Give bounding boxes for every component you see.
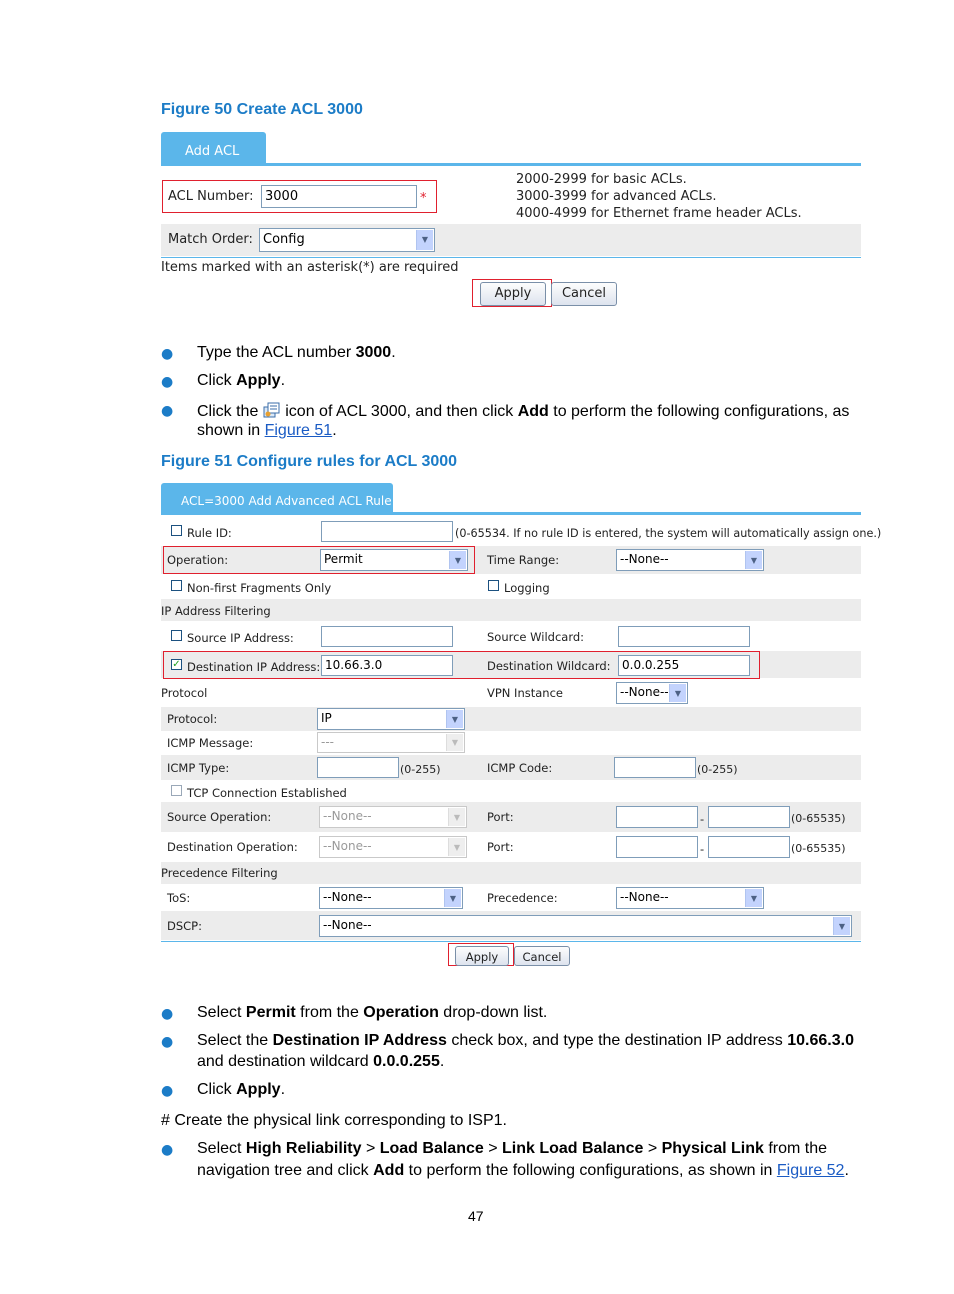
- acl-number-input[interactable]: 3000: [261, 185, 417, 208]
- source-port-label: Port:: [487, 810, 514, 824]
- logging-label: Logging: [504, 581, 550, 595]
- bullet-dot: ●: [161, 1034, 174, 1050]
- tos-select[interactable]: [319, 887, 463, 909]
- non-first-fragments-label: Non-first Fragments Only: [187, 581, 332, 595]
- bullet-dot: ●: [161, 1083, 174, 1099]
- match-order-value: Config: [263, 232, 305, 247]
- bullet-dot: ●: [161, 1142, 174, 1158]
- destination-operation-label: Destination Operation:: [167, 840, 298, 854]
- icmp-message-label: ICMP Message:: [167, 736, 254, 750]
- icmp-code-label: ICMP Code:: [487, 761, 553, 775]
- figure-51-link[interactable]: Figure 51: [264, 422, 333, 439]
- bullet-dot: ●: [161, 403, 174, 419]
- source-ip-label: Source IP Address:: [187, 631, 294, 645]
- chevron-down-icon: ▼: [446, 710, 463, 728]
- step-navigation: Select High Reliability > Load Balance > Link Load Balance > Physical Link from the: [197, 1140, 828, 1157]
- ip-filtering-section: IP Address Filtering: [161, 604, 271, 618]
- tcp-established-checkbox[interactable]: [171, 785, 182, 796]
- form-bottom-rule: [161, 941, 861, 942]
- rule-id-label: Rule ID:: [187, 526, 232, 540]
- form-bottom-rule: [161, 257, 861, 258]
- precedence-filtering-section: Precedence Filtering: [161, 866, 278, 880]
- precedence-value: --None--: [620, 890, 669, 904]
- step-click-apply-2: Click Apply.: [197, 1081, 286, 1098]
- tos-value: --None--: [323, 890, 372, 904]
- source-operation-label: Source Operation:: [167, 810, 272, 824]
- acl-number-label: ACL Number:: [168, 189, 254, 204]
- destination-port-start-input[interactable]: [616, 836, 698, 858]
- icmp-type-label: ICMP Type:: [167, 761, 230, 775]
- protocol-section: Protocol: [161, 686, 208, 700]
- source-port-start-input[interactable]: [616, 806, 698, 828]
- operation-select[interactable]: [320, 549, 468, 571]
- required-asterisk: *: [420, 191, 427, 206]
- chevron-down-icon: ▼: [745, 551, 762, 569]
- source-wildcard-input[interactable]: [618, 626, 750, 647]
- operation-value: Permit: [324, 552, 363, 566]
- destination-port-dash: -: [700, 842, 705, 856]
- source-wildcard-label: Source Wildcard:: [487, 630, 585, 644]
- icmp-type-range: (0-255): [400, 763, 441, 776]
- chevron-down-icon: ▼: [416, 230, 433, 250]
- step-click-icon: Click the icon of ACL 3000, and then click Add to perform the following configurations, as: [197, 403, 850, 420]
- destination-wildcard-label: Destination Wildcard:: [487, 659, 611, 673]
- chevron-down-icon: ▼: [448, 808, 465, 826]
- destination-port-label: Port:: [487, 840, 514, 854]
- source-port-end-input[interactable]: [708, 806, 790, 828]
- step-click-apply: Click Apply.: [197, 372, 286, 389]
- tcp-established-label: TCP Connection Established: [187, 786, 347, 800]
- destination-port-end-input[interactable]: [708, 836, 790, 858]
- destination-ip-checkbox[interactable]: ✓: [172, 659, 181, 670]
- bullet-dot: ●: [161, 346, 174, 362]
- operation-label: Operation:: [167, 553, 229, 567]
- chevron-down-icon: ▼: [745, 889, 762, 907]
- destination-ip-input[interactable]: 10.66.3.0: [321, 655, 453, 676]
- tab-add-acl[interactable]: Add ACL: [161, 132, 266, 166]
- dscp-label: DSCP:: [167, 919, 202, 933]
- rule-apply-button[interactable]: Apply: [455, 946, 509, 966]
- time-range-select[interactable]: [616, 549, 764, 571]
- source-port-range: (0-65535): [791, 812, 846, 825]
- required-note: Items marked with an asterisk(*) are required: [161, 260, 459, 275]
- precedence-select[interactable]: [616, 887, 764, 909]
- icmp-message-select[interactable]: [317, 732, 465, 753]
- rule-cancel-button[interactable]: Cancel: [514, 946, 570, 966]
- precedence-label: Precedence:: [487, 891, 558, 905]
- figure-51-title: Figure 51 Configure rules for ACL 3000: [161, 453, 458, 470]
- step-select-permit: Select Permit from the Operation drop-down list.: [197, 1004, 548, 1021]
- step-click-icon-line2: shown in Figure 51.: [197, 422, 337, 439]
- source-operation-value: --None--: [323, 809, 372, 823]
- chevron-down-icon: ▼: [444, 889, 461, 907]
- cancel-button[interactable]: Cancel: [551, 282, 617, 306]
- tab-add-advanced-acl-rule[interactable]: ACL=3000 Add Advanced ACL Rule: [161, 483, 393, 514]
- source-port-dash: -: [700, 812, 705, 826]
- page-number: 47: [468, 1208, 484, 1224]
- figure-52-link[interactable]: Figure 52: [776, 1162, 845, 1179]
- chevron-down-icon: ▼: [449, 551, 466, 569]
- bullet-dot: ●: [161, 374, 174, 390]
- destination-wildcard-input[interactable]: 0.0.0.255: [618, 655, 750, 676]
- bullet-dot: ●: [161, 1006, 174, 1022]
- dscp-value: --None--: [323, 918, 372, 932]
- acl-range-hint-advanced: 3000-3999 for advanced ACLs.: [516, 189, 717, 204]
- rule-id-hint: (0-65534. If no rule ID is entered, the system will automatically assign one.): [455, 527, 882, 540]
- step-destination-ip-line2: and destination wildcard 0.0.0.255.: [197, 1053, 445, 1070]
- protocol-select[interactable]: [317, 708, 465, 730]
- step-navigation-line2: navigation tree and click Add to perform the following configurations, as shown in Figure 52.: [197, 1162, 849, 1179]
- acl-range-hint-basic: 2000-2999 for basic ACLs.: [516, 172, 687, 187]
- step-destination-ip: Select the Destination IP Address check box, and type the destination IP address 10.66.3.0: [197, 1032, 854, 1049]
- icmp-code-input[interactable]: [614, 757, 696, 778]
- acl-range-hint-ethernet: 4000-4999 for Ethernet frame header ACLs.: [516, 206, 802, 221]
- rule-id-input[interactable]: [321, 521, 453, 542]
- comment-create-physical-link: # Create the physical link corresponding to ISP1.: [161, 1112, 507, 1129]
- destination-operation-select[interactable]: [319, 836, 467, 858]
- logging-checkbox[interactable]: [488, 580, 499, 591]
- vpn-instance-label: VPN Instance: [487, 686, 563, 700]
- chevron-down-icon: ▼: [446, 734, 463, 751]
- row-bg: [161, 707, 861, 731]
- rule-id-checkbox[interactable]: [171, 525, 182, 536]
- chevron-down-icon: ▼: [669, 684, 686, 702]
- time-range-label: Time Range:: [487, 553, 560, 567]
- icmp-code-range: (0-255): [697, 763, 738, 776]
- destination-ip-label: Destination IP Address:: [187, 660, 321, 674]
- destination-port-range: (0-65535): [791, 842, 846, 855]
- source-ip-input[interactable]: [321, 626, 453, 647]
- figure-50-title: Figure 50 Create ACL 3000: [161, 101, 363, 118]
- vpn-instance-value: --None--: [620, 685, 669, 699]
- source-ip-checkbox[interactable]: [171, 630, 182, 641]
- protocol-value: IP: [321, 711, 332, 725]
- match-order-select[interactable]: [259, 228, 435, 252]
- tab-underline: [161, 163, 861, 166]
- vpn-instance-select[interactable]: [616, 682, 688, 704]
- chevron-down-icon: ▼: [448, 838, 465, 856]
- source-operation-select[interactable]: [319, 806, 467, 828]
- protocol-label: Protocol:: [167, 712, 218, 726]
- match-order-label: Match Order:: [168, 232, 253, 247]
- apply-button[interactable]: Apply: [480, 282, 546, 306]
- destination-operation-value: --None--: [323, 839, 372, 853]
- config-rules-icon: [263, 401, 281, 419]
- step-type-acl: Type the ACL number 3000.: [197, 344, 396, 361]
- tos-label: ToS:: [167, 891, 191, 905]
- tab-underline: [161, 512, 861, 515]
- icmp-message-value: ---: [321, 735, 334, 749]
- chevron-down-icon: ▼: [833, 917, 850, 935]
- icmp-type-input[interactable]: [317, 757, 399, 778]
- dscp-select[interactable]: [319, 915, 852, 937]
- time-range-value: --None--: [620, 552, 669, 566]
- non-first-fragments-checkbox[interactable]: [171, 580, 182, 591]
